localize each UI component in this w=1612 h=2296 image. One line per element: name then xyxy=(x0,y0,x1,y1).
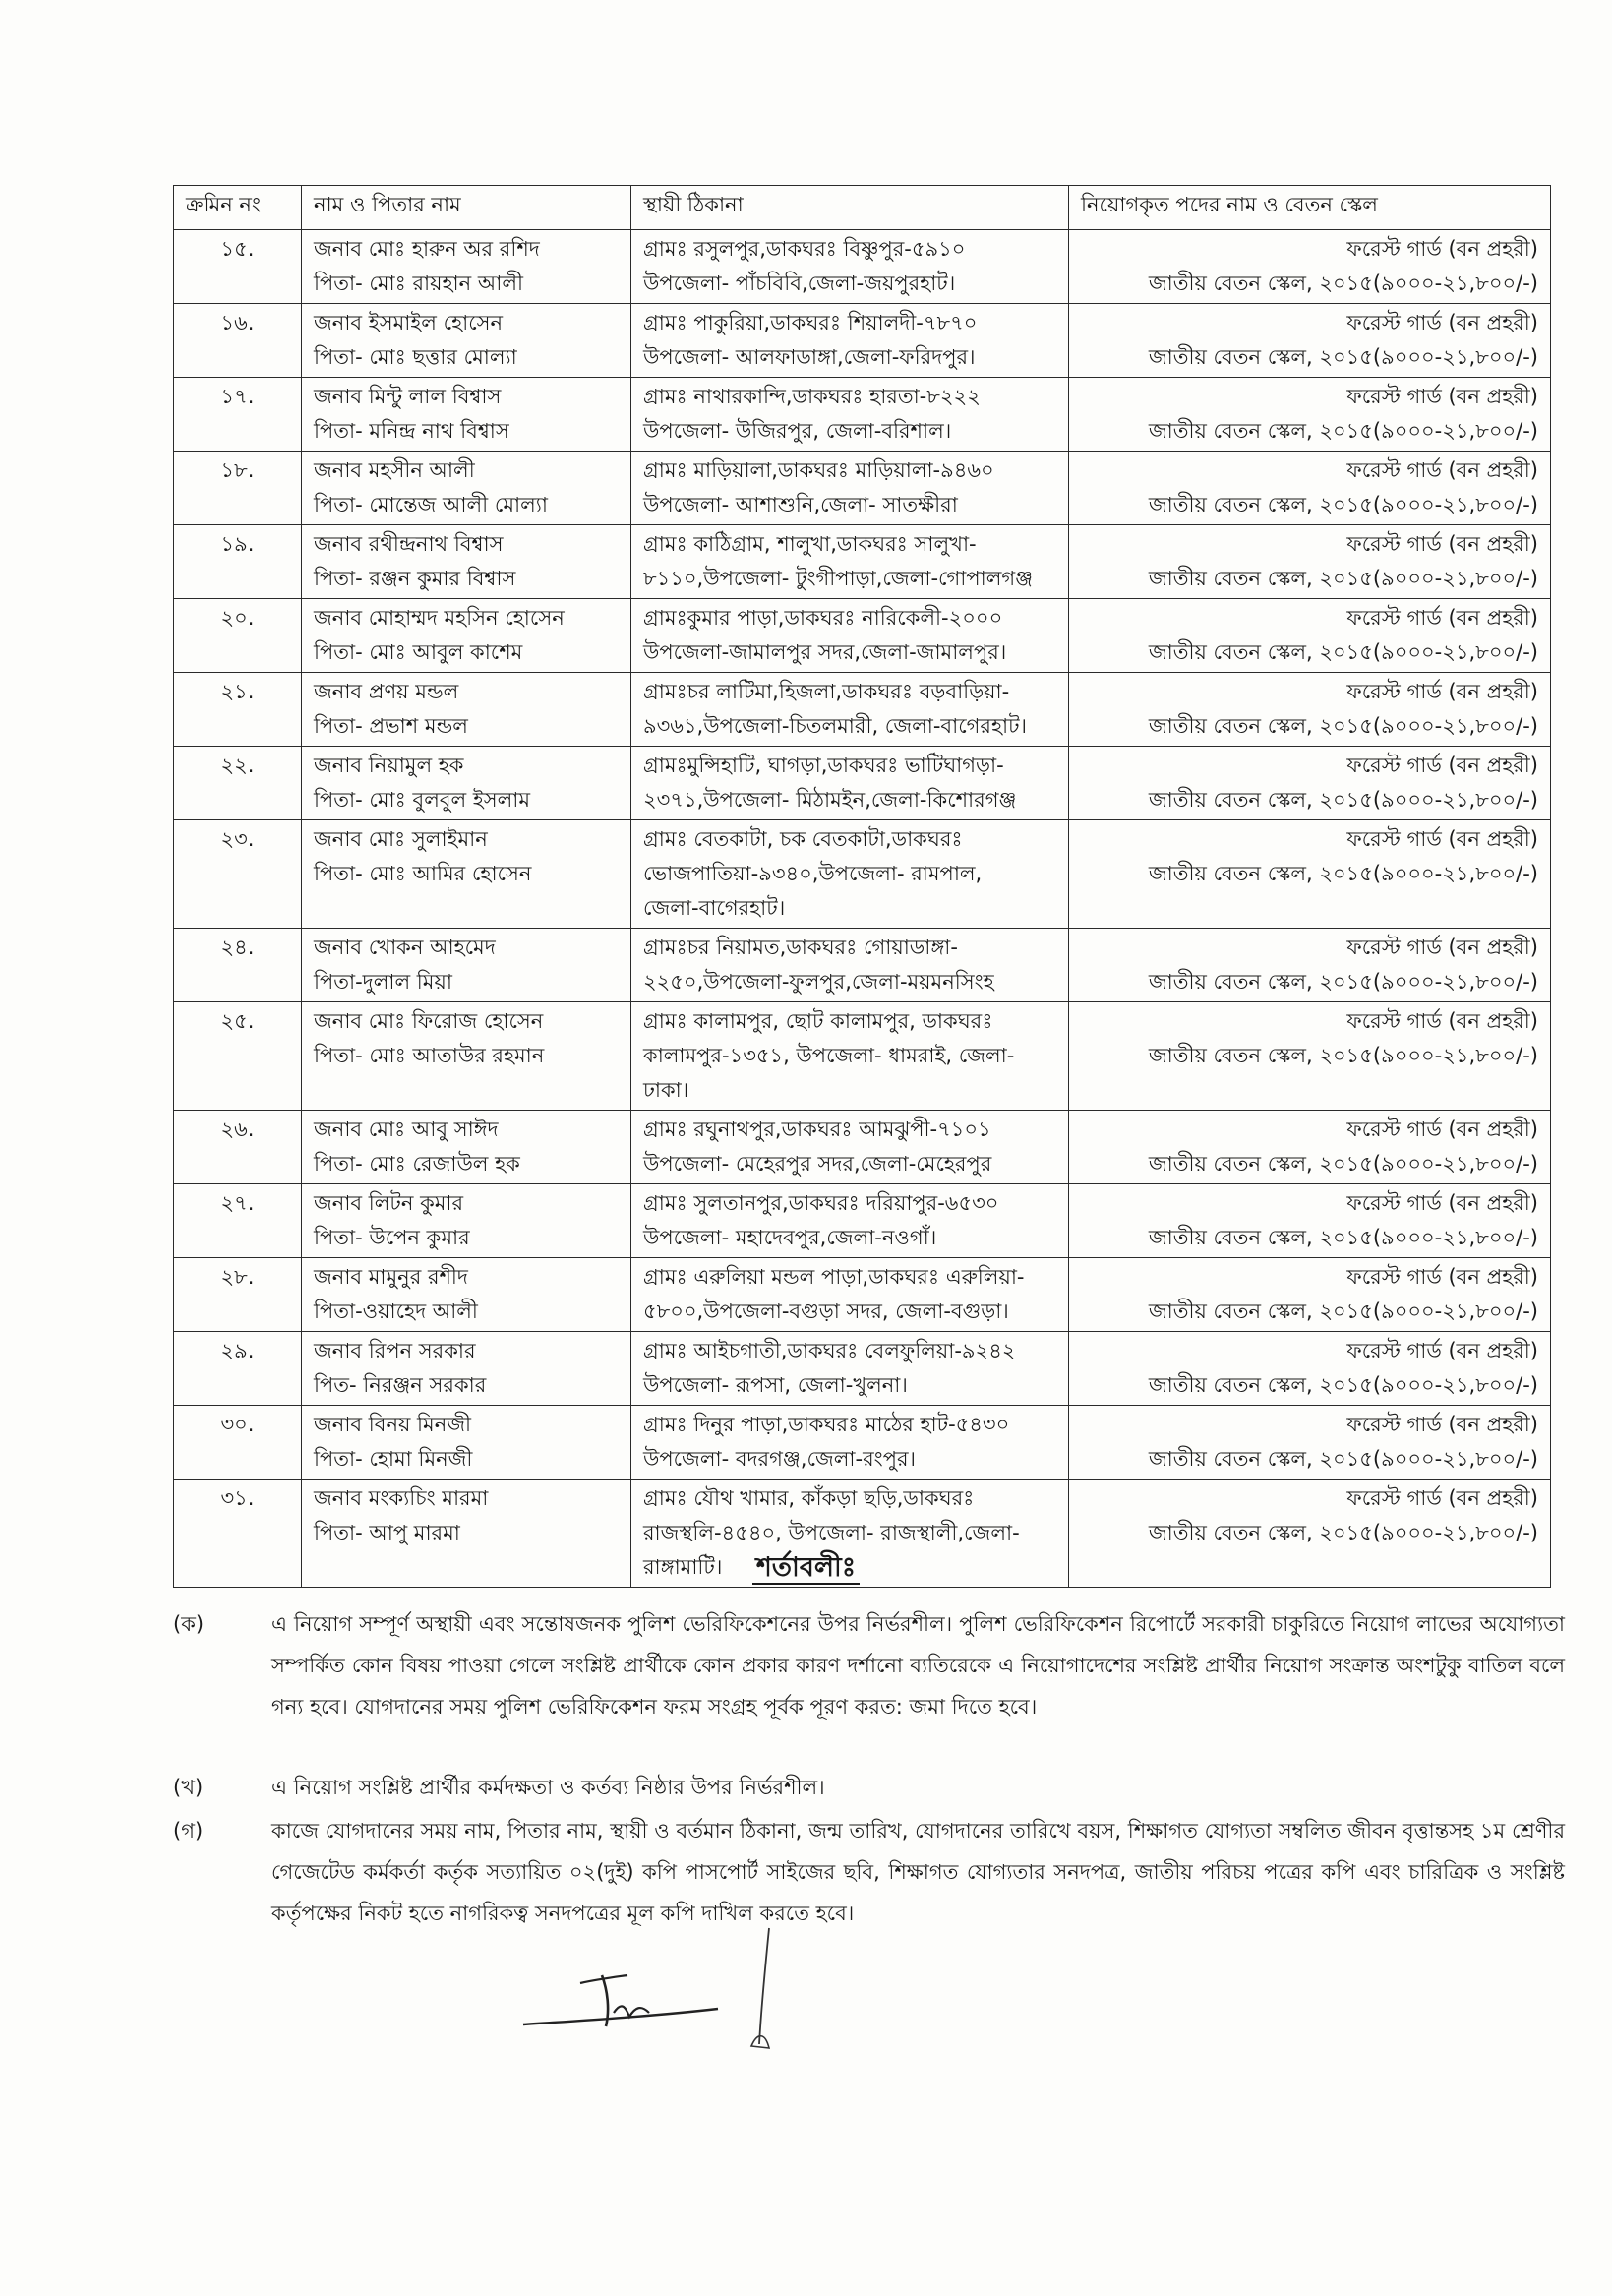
address-line: রাজস্থলি-৪৫৪০, উপজেলা- রাজস্থালী,জেলা- xyxy=(643,1521,1020,1544)
clause-ga xyxy=(173,1810,1565,1934)
pay-scale: জাতীয় বেতন স্কেল, ২০১৫(৯০০০-২১,৮০০/-) xyxy=(1148,1152,1538,1176)
person-name: জনাব মোঃ হারুন অর রশিদ xyxy=(314,237,540,261)
name-cell xyxy=(302,1184,631,1258)
father-name: পিতা- মোঃ আবুল কাশেম xyxy=(314,640,523,664)
post-name: ফরেস্ট গার্ড (বন প্রহরী) xyxy=(1346,1486,1538,1510)
serial-cell: ২৩. xyxy=(174,820,302,929)
address-line: গ্রামঃ দিনুর পাড়া,ডাকঘরঃ মাঠের হাট-৫৪৩০ xyxy=(643,1413,1010,1436)
table-row xyxy=(174,452,1551,525)
person-name: জনাব খোকন আহমেদ xyxy=(314,936,496,959)
father-name: পিতা- মোন্তেজ আলী মোল্যা xyxy=(314,493,548,516)
father-name: পিতা- উপেন কুমার xyxy=(314,1226,470,1249)
name-cell xyxy=(302,525,631,599)
address-line: উপজেলা- উজিরপুর, জেলা-বরিশাল। xyxy=(643,419,952,443)
address-line: গ্রামঃ যৌথ খামার, কাঁকড়া ছড়ি,ডাকঘরঃ xyxy=(643,1486,975,1510)
serial-cell: ২২. xyxy=(174,747,302,820)
father-name: পিতা- মোঃ রেজাউল হক xyxy=(314,1152,520,1176)
father-name: পিতা- মোঃ রায়হান আলী xyxy=(314,272,523,295)
father-name: পিতা- মনিন্দ্র নাথ বিশ্বাস xyxy=(314,419,509,443)
father-name: পিতা- মোঃ আতাউর রহমান xyxy=(314,1044,545,1067)
person-name: জনাব মোঃ ফিরোজ হোসেন xyxy=(314,1009,544,1033)
address-line: গ্রামঃ নাথারকান্দি,ডাকঘরঃ হারতা-৮২২২ xyxy=(643,385,981,408)
header-address: স্থায়ী ঠিকানা xyxy=(631,186,1069,230)
pay-scale: জাতীয় বেতন স্কেল, ২০১৫(৯০০০-২১,৮০০/-) xyxy=(1148,345,1538,369)
name-cell xyxy=(302,1332,631,1406)
name-cell xyxy=(302,230,631,304)
address-line: উপজেলা- আশাশুনি,জেলা- সাতক্ষীরা xyxy=(643,493,958,516)
address-cell xyxy=(631,378,1069,452)
post-name: ফরেস্ট গার্ড (বন প্রহরী) xyxy=(1346,1413,1538,1436)
header-serial: ক্রমিন নং xyxy=(174,186,302,230)
table-row xyxy=(174,378,1551,452)
father-name: পিতা- মোঃ বুলবুল ইসলাম xyxy=(314,788,531,812)
post-name: ফরেস্ট গার্ড (বন প্রহরী) xyxy=(1346,936,1538,959)
post-name: ফরেস্ট গার্ড (বন প্রহরী) xyxy=(1346,680,1538,703)
clause-ka xyxy=(173,1603,1565,1727)
post-name: ফরেস্ট গার্ড (বন প্রহরী) xyxy=(1346,458,1538,482)
table-row xyxy=(174,1111,1551,1184)
address-line: ২৩৭১,উপজেলা- মিঠামইন,জেলা-কিশোরগঞ্জ xyxy=(643,788,1017,812)
serial-cell: ১৬. xyxy=(174,304,302,378)
address-line: গ্রামঃমুন্সিহাটি, ঘাগড়া,ডাকঘরঃ ভাটিঘাগড়া- xyxy=(643,754,1004,777)
name-cell xyxy=(302,378,631,452)
address-line: ৮১১০,উপজেলা- টুংগীপাড়া,জেলা-গোপালগঞ্জ xyxy=(643,567,1034,590)
post-cell xyxy=(1069,230,1551,304)
post-name: ফরেস্ট গার্ড (বন প্রহরী) xyxy=(1346,1118,1538,1141)
address-line: গ্রামঃ বেতকাটা, চক বেতকাটা,ডাকঘরঃ xyxy=(643,827,963,851)
address-line: গ্রামঃ মাড়িয়ালা,ডাকঘরঃ মাড়িয়ালা-৯৪৬০ xyxy=(643,458,994,482)
post-name: ফরেস্ট গার্ড (বন প্রহরী) xyxy=(1346,1339,1538,1362)
serial-cell: ১৭. xyxy=(174,378,302,452)
pay-scale: জাতীয় বেতন স্কেল, ২০১৫(৯০০০-২১,৮০০/-) xyxy=(1148,862,1538,885)
table-header xyxy=(174,186,1551,230)
post-cell xyxy=(1069,1111,1551,1184)
father-name: পিতা- আপু মারমা xyxy=(314,1521,460,1544)
name-cell xyxy=(302,929,631,1002)
person-name: জনাব মোঃ আবু সাঈদ xyxy=(314,1118,499,1141)
table-row xyxy=(174,1002,1551,1111)
serial-cell: ২৬. xyxy=(174,1111,302,1184)
serial-cell: ১৯. xyxy=(174,525,302,599)
address-cell xyxy=(631,1258,1069,1332)
post-cell xyxy=(1069,747,1551,820)
header-row xyxy=(174,186,1551,230)
address-cell xyxy=(631,820,1069,929)
address-cell xyxy=(631,1406,1069,1480)
address-line: উপজেলা- পাঁচবিবি,জেলা-জয়পুরহাট। xyxy=(643,272,956,295)
address-line: কালামপুর-১৩৫১, উপজেলা- ধামরাই, জেলা- xyxy=(643,1044,1015,1067)
person-name: জনাব মামুনুর রশীদ xyxy=(314,1265,468,1289)
post-name: ফরেস্ট গার্ড (বন প্রহরী) xyxy=(1346,827,1538,851)
name-cell xyxy=(302,452,631,525)
table-row xyxy=(174,747,1551,820)
father-name: পিত- নিরঞ্জন সরকার xyxy=(314,1373,487,1397)
clause-text: কাজে যোগদানের সময় নাম, পিতার নাম, স্থায়ী ও বর্তমান ঠিকানা, জন্ম তারিখ, যোগদানের তারিখে বয়স, শিক্ষাগত যোগ্যতা সম্বলিত জীবন বৃত্তান্তসহ ১ম শ্রেণীর গেজেটেড কর্মকর্তা কর্তৃক সত্যায়িত ০২(দুই) কপি পাসপোর্ট সাইজের ছবি, শিক্ষাগত যোগ্যতার সনদপত্র, জাতীয় পরিচয় পত্রের কপি এবং চারিত্রিক ও সংশ্লিষ্ট কর্তৃপক্ষের নিকট হতে নাগরিকত্ব সনদপত্রের মূল কপি দাখিল করতে হবে। xyxy=(271,1819,1565,1925)
person-name: জনাব প্রণয় মন্ডল xyxy=(314,680,459,703)
father-name: পিতা- মোঃ আমির হোসেন xyxy=(314,862,532,885)
post-cell xyxy=(1069,304,1551,378)
post-name: ফরেস্ট গার্ড (বন প্রহরী) xyxy=(1346,1191,1538,1215)
pay-scale: জাতীয় বেতন স্কেল, ২০১৫(৯০০০-২১,৮০০/-) xyxy=(1148,640,1538,664)
name-cell xyxy=(302,1406,631,1480)
post-cell xyxy=(1069,1002,1551,1111)
address-line: গ্রামঃ রসুলপুর,ডাকঘরঃ বিষ্ণুপুর-৫৯১০ xyxy=(643,237,966,261)
address-line: ২২৫০,উপজেলা-ফুলপুর,জেলা-ময়মনসিংহ xyxy=(643,970,994,994)
address-line: ৯৩৬১,উপজেলা-চিতলমারী, জেলা-বাগেরহাট। xyxy=(643,714,1028,738)
address-line: গ্রামঃ কালামপুর, ছোট কালামপুর, ডাকঘরঃ xyxy=(643,1009,993,1033)
clause-label: (ক) xyxy=(173,1612,205,1636)
serial-cell: ২০. xyxy=(174,599,302,673)
post-name: ফরেস্ট গার্ড (বন প্রহরী) xyxy=(1346,385,1538,408)
person-name: জনাব মোঃ সুলাইমান xyxy=(314,827,488,851)
person-name: জনাব মংক্যচিং মারমা xyxy=(314,1486,489,1510)
serial-cell: ৩০. xyxy=(174,1406,302,1480)
pay-scale: জাতীয় বেতন স্কেল, ২০১৫(৯০০০-২১,৮০০/-) xyxy=(1148,1521,1538,1544)
pay-scale: জাতীয় বেতন স্কেল, ২০১৫(৯০০০-২১,৮০০/-) xyxy=(1148,1447,1538,1471)
pay-scale: জাতীয় বেতন স্কেল, ২০১৫(৯০০০-২১,৮০০/-) xyxy=(1148,272,1538,295)
name-cell xyxy=(302,1111,631,1184)
post-cell xyxy=(1069,1332,1551,1406)
table-row xyxy=(174,599,1551,673)
handwritten-signature xyxy=(511,1918,826,2056)
post-name: ফরেস্ট গার্ড (বন প্রহরী) xyxy=(1346,606,1538,630)
father-name: পিতা-দুলাল মিয়া xyxy=(314,970,452,994)
person-name: জনাব রথীন্দ্রনাথ বিশ্বাস xyxy=(314,532,504,556)
serial-cell: ১৮. xyxy=(174,452,302,525)
pay-scale: জাতীয় বেতন স্কেল, ২০১৫(৯০০০-২১,৮০০/-) xyxy=(1148,714,1538,738)
address-cell xyxy=(631,673,1069,747)
conditions-title xyxy=(0,1547,1612,1592)
table-body xyxy=(174,230,1551,1588)
pay-scale: জাতীয় বেতন স্কেল, ২০১৫(৯০০০-২১,৮০০/-) xyxy=(1148,567,1538,590)
name-cell xyxy=(302,1258,631,1332)
person-name: জনাব লিটন কুমার xyxy=(314,1191,464,1215)
serial-cell: ১৫. xyxy=(174,230,302,304)
address-line: গ্রামঃচর নিয়ামত,ডাকঘরঃ গোয়াডাঙ্গা- xyxy=(643,936,958,959)
post-cell xyxy=(1069,1184,1551,1258)
name-cell xyxy=(302,820,631,929)
post-cell xyxy=(1069,1406,1551,1480)
post-name: ফরেস্ট গার্ড (বন প্রহরী) xyxy=(1346,311,1538,334)
clause-text: এ নিয়োগ সম্পূর্ণ অস্থায়ী এবং সন্তোষজনক পুলিশ ভেরিফিকেশনের উপর নির্ভরশীল। পুলিশ ভেরিফিকেশন রিপোর্টে সরকারী চাকুরিতে নিয়োগ লাভের অযোগ্যতা সম্পর্কিত কোন বিষয় পাওয়া গেলে সংশ্লিষ্ট প্রার্থীকে কোন প্রকার কারণ দর্শানো ব্যতিরেকে এ নিয়োগাদেশের সংশ্লিষ্ট প্রার্থীর নিয়োগ সংক্রান্ত অংশটুকু বাতিল বলে গন্য হবে। যোগদানের সময় পুলিশ ভেরিফিকেশন ফরম সংগ্রহ পূর্বক পূরণ করত: জমা দিতে হবে। xyxy=(271,1612,1565,1719)
person-name: জনাব বিনয় মিনজী xyxy=(314,1413,472,1436)
name-cell xyxy=(302,747,631,820)
post-cell xyxy=(1069,1258,1551,1332)
post-cell xyxy=(1069,673,1551,747)
pay-scale: জাতীয় বেতন স্কেল, ২০১৫(৯০০০-২১,৮০০/-) xyxy=(1148,1226,1538,1249)
address-line: ৫৮০০,উপজেলা-বগুড়া সদর, জেলা-বগুড়া। xyxy=(643,1299,1009,1323)
address-line: গ্রামঃচর লাটিমা,হিজলা,ডাকঘরঃ বড়বাড়িয়া- xyxy=(643,680,1010,703)
address-line: গ্রামঃ কাঠিগ্রাম, শালুখা,ডাকঘরঃ সালুখা- xyxy=(643,532,977,556)
post-cell xyxy=(1069,929,1551,1002)
serial-cell: ২৭. xyxy=(174,1184,302,1258)
father-name: পিতা- রঞ্জন কুমার বিশ্বাস xyxy=(314,567,516,590)
father-name: পিতা- মোঃ ছত্তার মোল্যা xyxy=(314,345,517,369)
post-name: ফরেস্ট গার্ড (বন প্রহরী) xyxy=(1346,1009,1538,1033)
table-row xyxy=(174,929,1551,1002)
address-line: উপজেলা-জামালপুর সদর,জেলা-জামালপুর। xyxy=(643,640,1007,664)
header-name: নাম ও পিতার নাম xyxy=(302,186,631,230)
person-name: জনাব নিয়ামুল হক xyxy=(314,754,464,777)
name-cell xyxy=(302,673,631,747)
pay-scale: জাতীয় বেতন স্কেল, ২০১৫(৯০০০-২১,৮০০/-) xyxy=(1148,419,1538,443)
address-line: গ্রামঃ সুলতানপুর,ডাকঘরঃ দরিয়াপুর-৬৫৩০ xyxy=(643,1191,999,1215)
address-cell xyxy=(631,304,1069,378)
address-cell xyxy=(631,747,1069,820)
pay-scale: জাতীয় বেতন স্কেল, ২০১৫(৯০০০-২১,৮০০/-) xyxy=(1148,970,1538,994)
name-cell xyxy=(302,1002,631,1111)
header-post: নিয়োগকৃত পদের নাম ও বেতন স্কেল xyxy=(1069,186,1551,230)
address-line: গ্রামঃ এরুলিয়া মন্ডল পাড়া,ডাকঘরঃ এরুলিয়া- xyxy=(643,1265,1025,1289)
address-cell xyxy=(631,599,1069,673)
table-row xyxy=(174,230,1551,304)
address-line: উপজেলা- রূপসা, জেলা-খুলনা। xyxy=(643,1373,908,1397)
table-row xyxy=(174,525,1551,599)
address-cell xyxy=(631,452,1069,525)
post-cell xyxy=(1069,820,1551,929)
table-row xyxy=(174,1184,1551,1258)
post-name: ফরেস্ট গার্ড (বন প্রহরী) xyxy=(1346,532,1538,556)
post-name: ফরেস্ট গার্ড (বন প্রহরী) xyxy=(1346,1265,1538,1289)
post-cell xyxy=(1069,452,1551,525)
address-line: উপজেলা- মহাদেবপুর,জেলা-নওগাঁ। xyxy=(643,1226,937,1249)
serial-cell: ২৯. xyxy=(174,1332,302,1406)
address-cell xyxy=(631,929,1069,1002)
clause-kha xyxy=(173,1767,1565,1808)
address-line: গ্রামঃকুমার পাড়া,ডাকঘরঃ নারিকেলী-২০০০ xyxy=(643,606,1003,630)
address-cell xyxy=(631,1111,1069,1184)
clause-label: (গ) xyxy=(173,1819,204,1843)
table-row xyxy=(174,820,1551,929)
address-line: গ্রামঃ আইচগাতী,ডাকঘরঃ বেলফুলিয়া-৯২৪২ xyxy=(643,1339,1016,1362)
address-line: ঢাকা। xyxy=(643,1078,689,1102)
clause-text: এ নিয়োগ সংশ্লিষ্ট প্রার্থীর কর্মদক্ষতা ও কর্তব্য নিষ্ঠার উপর নির্ভরশীল। xyxy=(271,1776,825,1799)
conditions-title-text: শর্তাবলীঃ xyxy=(752,1552,860,1585)
pay-scale: জাতীয় বেতন স্কেল, ২০১৫(৯০০০-২১,৮০০/-) xyxy=(1148,788,1538,812)
address-line: উপজেলা- বদরগঞ্জ,জেলা-রংপুর। xyxy=(643,1447,917,1471)
father-name: পিতা- প্রভাশ মন্ডল xyxy=(314,714,468,738)
serial-cell: ২৪. xyxy=(174,929,302,1002)
address-line: জেলা-বাগেরহাট। xyxy=(643,896,786,920)
address-cell xyxy=(631,1332,1069,1406)
person-name: জনাব মিন্টু লাল বিশ্বাস xyxy=(314,385,502,408)
serial-cell: ২১. xyxy=(174,673,302,747)
clause-label: (খ) xyxy=(173,1776,204,1799)
table-row xyxy=(174,1332,1551,1406)
table-row xyxy=(174,1406,1551,1480)
address-line: গ্রামঃ পাকুরিয়া,ডাকঘরঃ শিয়ালদী-৭৮৭০ xyxy=(643,311,978,334)
name-cell xyxy=(302,599,631,673)
person-name: জনাব রিপন সরকার xyxy=(314,1339,476,1362)
pay-scale: জাতীয় বেতন স্কেল, ২০১৫(৯০০০-২১,৮০০/-) xyxy=(1148,493,1538,516)
post-cell xyxy=(1069,378,1551,452)
serial-cell: ২৫. xyxy=(174,1002,302,1111)
father-name: পিতা- হোমা মিনজী xyxy=(314,1447,473,1471)
address-cell xyxy=(631,1184,1069,1258)
address-cell xyxy=(631,525,1069,599)
address-line: উপজেলা- আলফাডাঙ্গা,জেলা-ফরিদপুর। xyxy=(643,345,976,369)
table-row xyxy=(174,304,1551,378)
table-row xyxy=(174,1258,1551,1332)
post-cell xyxy=(1069,525,1551,599)
pay-scale: জাতীয় বেতন স্কেল, ২০১৫(৯০০০-২১,৮০০/-) xyxy=(1148,1044,1538,1067)
post-name: ফরেস্ট গার্ড (বন প্রহরী) xyxy=(1346,237,1538,261)
father-name: পিতা-ওয়াহেদ আলী xyxy=(314,1299,478,1323)
address-line: রাঙ্গামাটি। xyxy=(643,1555,723,1579)
person-name: জনাব ইসমাইল হোসেন xyxy=(314,311,504,334)
post-name: ফরেস্ট গার্ড (বন প্রহরী) xyxy=(1346,754,1538,777)
person-name: জনাব মহসীন আলী xyxy=(314,458,475,482)
pay-scale: জাতীয় বেতন স্কেল, ২০১৫(৯০০০-২১,৮০০/-) xyxy=(1148,1373,1538,1397)
person-name: জনাব মোহাম্মদ মহসিন হোসেন xyxy=(314,606,565,630)
pay-scale: জাতীয় বেতন স্কেল, ২০১৫(৯০০০-২১,৮০০/-) xyxy=(1148,1299,1538,1323)
address-line: গ্রামঃ রঘুনাথপুর,ডাকঘরঃ আমঝুপী-৭১০১ xyxy=(643,1118,991,1141)
address-line: ভোজপাতিয়া-৯৩৪০,উপজেলা- রামপাল, xyxy=(643,862,983,885)
name-cell xyxy=(302,304,631,378)
post-cell xyxy=(1069,599,1551,673)
appointment-table xyxy=(173,185,1551,1588)
table-row xyxy=(174,673,1551,747)
address-cell xyxy=(631,1002,1069,1111)
serial-cell: ২৮. xyxy=(174,1258,302,1332)
address-cell xyxy=(631,230,1069,304)
serial-cell: ৩১. xyxy=(174,1480,302,1588)
address-line: উপজেলা- মেহেরপুর সদর,জেলা-মেহেরপুর xyxy=(643,1152,992,1176)
